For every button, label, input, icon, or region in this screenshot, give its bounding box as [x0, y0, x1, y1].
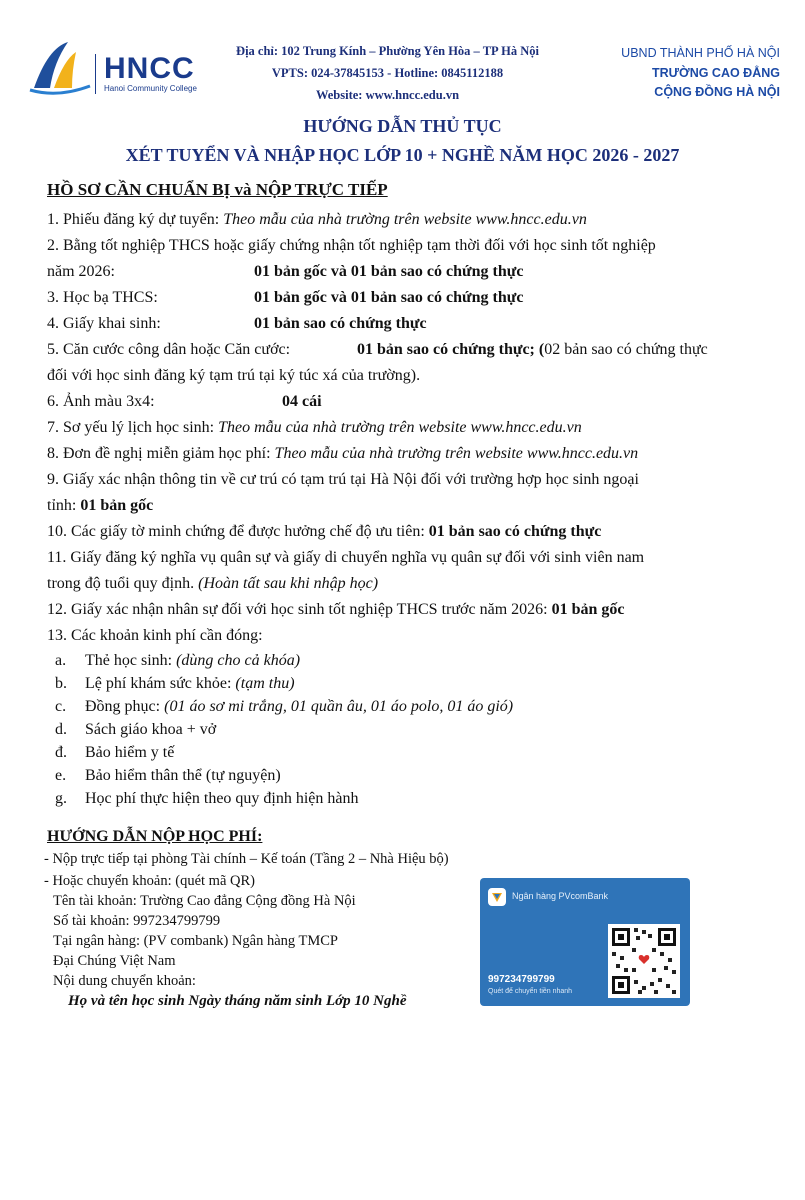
account-number: Số tài khoản: 997234799799	[53, 913, 221, 929]
logo-subtitle: Hanoi Community College	[104, 84, 197, 93]
bank-name: Tại ngân hàng: (PV combank) Ngân hàng TMCP	[53, 933, 338, 949]
item-2: 2. Bằng tốt nghiệp THCS hoặc giấy chứng nhận tốt nghiệp tạm thời đối với học sinh tốt nghiệp	[47, 237, 656, 254]
fee-item: đ. Bảo hiểm y tế	[55, 744, 175, 761]
logo-divider	[95, 54, 96, 94]
fee-item: d. Sách giáo khoa + vở	[55, 721, 217, 738]
fee-item: e. Bảo hiểm thân thể (tự nguyện)	[55, 767, 281, 784]
fee-item: c. Đồng phục: (01 áo sơ mi trắng, 01 quần âu, 01 áo polo, 01 áo gió)	[55, 698, 514, 715]
item-3: 3. Học bạ THCS: 01 bản gốc và 01 bản sao có chứng thực	[47, 289, 524, 306]
card-scan-hint: Quét để chuyển tiền nhanh	[488, 988, 573, 995]
item-5-cont: đối với học sinh đăng ký tạm trú tại ký túc xá của trường).	[47, 367, 421, 384]
bank-name-label: Ngân hàng PVcomBank	[512, 891, 609, 901]
transfer-content-label: Nội dung chuyển khoản:	[53, 973, 196, 989]
account-name: Tên tài khoản: Trường Cao đẳng Cộng đồng Hà Nội	[53, 893, 356, 909]
org-line-2: TRƯỜNG CAO ĐẲNG	[652, 66, 780, 80]
payment-line-transfer: - Hoặc chuyển khoản: (quét mã QR)	[44, 873, 255, 889]
fee-item: b. Lệ phí khám sức khỏe: (tạm thu)	[55, 675, 295, 692]
item-5: 5. Căn cước công dân hoặc Căn cước: 01 bản sao có chứng thực; (02 bản sao có chứng thực	[47, 341, 708, 358]
item-1: 1. Phiếu đăng ký dự tuyển: Theo mẫu của nhà trường trên website www.hncc.edu.vn	[47, 211, 587, 228]
bank-name-cont: Đại Chúng Việt Nam	[53, 953, 176, 969]
fee-item: g. Học phí thực hiện theo quy định hiện hành	[55, 790, 359, 807]
doc-title-2: XÉT TUYỂN VÀ NHẬP HỌC LỚP 10 + NGHỀ NĂM HỌC 2026 - 2027	[125, 145, 680, 165]
doc-title-1: HƯỚNG DẪN THỦ TỤC	[303, 116, 502, 136]
item-13: 13. Các khoản kinh phí cần đóng:	[47, 627, 263, 644]
fee-item: a. Thẻ học sinh: (dùng cho cả khóa)	[55, 652, 301, 669]
bank-qr-card[interactable]	[480, 878, 690, 1006]
org-line-1: UBND THÀNH PHỐ HÀ NỘI	[621, 46, 780, 60]
item-11-cont: trong độ tuổi quy định. (Hoàn tất sau khi nhập học)	[47, 575, 379, 592]
bank-logo-icon	[488, 888, 506, 906]
org-line-3: CỘNG ĐỒNG HÀ NỘI	[654, 85, 780, 99]
item-6: 6. Ảnh màu 3x4: 04 cái	[47, 393, 322, 410]
school-address: Địa chỉ: 102 Trung Kính – Phường Yên Hòa – TP Hà Nội	[236, 44, 539, 58]
item-2-cont: năm 2026: 01 bản gốc và 01 bản sao có chứng thực	[47, 263, 524, 280]
section-heading-documents: HỒ SƠ CẦN CHUẨN BỊ và NỘP TRỰC TIẾP	[47, 180, 388, 199]
transfer-content: Họ và tên học sinh Ngày tháng năm sinh Lớp 10 Nghề	[68, 993, 407, 1009]
item-12: 12. Giấy xác nhận nhân sự đối với học sinh tốt nghiệp THCS trước năm 2026: 01 bản gốc	[47, 601, 625, 618]
section-heading-payment: HƯỚNG DẪN NỘP HỌC PHÍ:	[47, 828, 263, 845]
logo-text: HNCC	[104, 52, 195, 85]
item-4: 4. Giấy khai sinh: 01 bản sao có chứng thực	[47, 315, 427, 332]
item-10: 10. Các giấy tờ minh chứng để được hưởng chế độ ưu tiên: 01 bản sao có chứng thực	[47, 523, 602, 540]
item-9: 9. Giấy xác nhận thông tin về cư trú có tạm trú tại Hà Nội đối với trường hợp học sinh ngoại	[47, 471, 639, 488]
school-phone: VPTS: 024-37845153 - Hotline: 0845112188	[271, 66, 504, 80]
item-9-cont: tỉnh: 01 bản gốc	[47, 497, 154, 514]
college-logo-icon	[28, 38, 92, 98]
school-website: Website: www.hncc.edu.vn	[315, 88, 460, 102]
payment-line-direct: - Nộp trực tiếp tại phòng Tài chính – Kế toán (Tầng 2 – Nhà Hiệu bộ)	[44, 851, 449, 867]
item-11: 11. Giấy đăng ký nghĩa vụ quân sự và giấy di chuyển nghĩa vụ quân sự đối với sinh viên nam	[47, 549, 645, 566]
item-8: 8. Đơn đề nghị miễn giảm học phí: Theo mẫu của nhà trường trên website www.hncc.edu.vn	[47, 445, 639, 462]
item-7: 7. Sơ yếu lý lịch học sinh: Theo mẫu của nhà trường trên website www.hncc.edu.vn	[47, 419, 582, 436]
card-account-number: 997234799799	[488, 974, 555, 985]
qr-code-icon[interactable]	[608, 924, 680, 998]
